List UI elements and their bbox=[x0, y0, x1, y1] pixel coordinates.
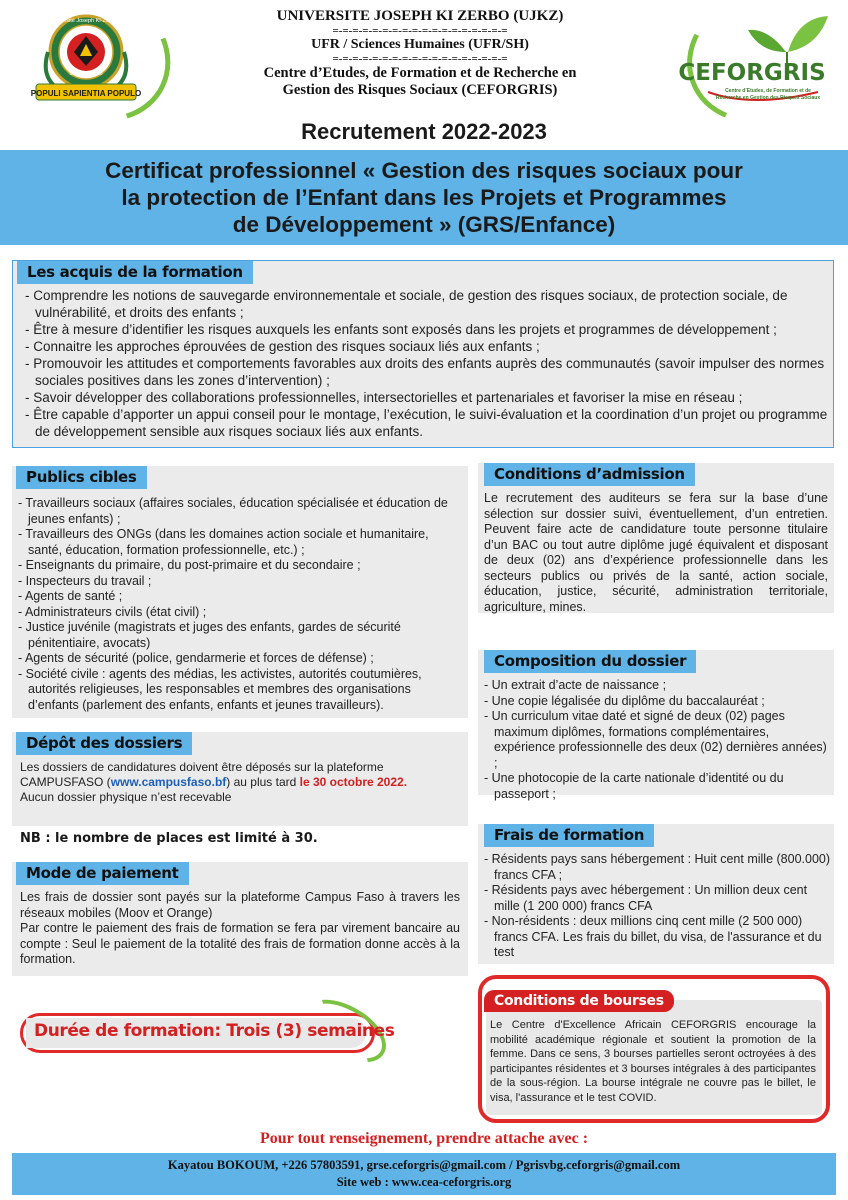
depot-section bbox=[12, 732, 468, 826]
admission-text: Le recrutement des auditeurs se fera sur la base d’une sélection sur dossier suivi, éventuellement, d’un entretien. Peuvent faire acte de candidature toute personne titulaire d’un BAC ou tout autre diplôme jugé équivalent et disposant de deux (02) ans d’expérience professionnelle dans les secteurs publics ou privés de la santé, action sociale, éducation, justice, sécurité, administration territoriale, agriculture, mines. bbox=[484, 491, 828, 614]
ujkz-country: BURKINA FASO bbox=[69, 71, 103, 76]
publics-section bbox=[12, 466, 468, 718]
contact-title: Pour tout renseignement, prendre attache avec : bbox=[259, 1130, 589, 1147]
header-separator: =-=-=-=-=-=-=-=-=-=-=-=-=-=-=-=-=-= bbox=[332, 53, 508, 65]
admission-section bbox=[478, 463, 834, 613]
publics-list bbox=[14, 496, 464, 713]
duree-text: Durée de formation: Trois (3) semaines bbox=[34, 1021, 395, 1041]
list-item: - Un curriculum vitae daté et signé de deux (02) pages maximum diplômes, formations complémentaires, expérience professionnelle des deux (02) dernières années) ; bbox=[484, 709, 827, 770]
bourses-title: Conditions de bourses bbox=[484, 990, 674, 1012]
program-title bbox=[40, 157, 808, 238]
ceforgris-logo bbox=[668, 8, 838, 112]
depot-deadline: le 30 octobre 2022. bbox=[299, 775, 408, 789]
list-item: - Inspecteurs du travail ; bbox=[18, 573, 152, 588]
program-title-line2: la protection de l’Enfant dans les Projets et Programmes bbox=[121, 185, 727, 210]
ujkz-motto: POPULI SAPIENTIA POPULO bbox=[30, 89, 142, 98]
bourses-text: Le Centre d'Excellence Africain CEFORGRIS encourage la mobilité académique régionale et soutient la promotion de la femme. Dans ce sens, 3 bourses partielles seront octroyées à des participantes résidentes et 3 bourses intégrales à des participantes de la sous-région. La bourse intégrale ne couvre pas le billet, le visa, l'assurance et le test COVID. bbox=[490, 1019, 816, 1104]
list-item: - Promouvoir les attitudes et comportements favorables aux droits des enfants auprès des communautés (savoir impulser des normes sociales positives dans les zones d’intervention) ; bbox=[25, 356, 825, 388]
acquis-title: Les acquis de la formation bbox=[17, 261, 253, 284]
list-item: - Société civile : agents des médias, les activistes, autorités coutumières, autorités religieuses, les responsables et membres des organisations d’enfants (parlement des enfants, enfants et jeunes travailleurs). bbox=[18, 666, 422, 712]
list-item: - Connaitre les approches éprouvées de gestion des risques sociaux liés aux enfants ; bbox=[25, 339, 540, 354]
list-item: - Enseignants du primaire, du post-primaire et du secondaire ; bbox=[18, 558, 361, 572]
frais-list bbox=[480, 852, 830, 961]
list-item: - Justice juvénile (magistrats et juges des enfants, gardes de sécurité pénitentiaire, avocats) bbox=[18, 620, 401, 650]
composition-list bbox=[480, 678, 830, 802]
centre-name-line2: Gestion des Risques Sociaux (CEFORGRIS) bbox=[282, 82, 558, 98]
acquis-section bbox=[12, 260, 834, 448]
list-item: - Une photocopie de la carte nationale d’identité ou du passeport ; bbox=[484, 771, 784, 801]
list-item: - Travailleurs sociaux (affaires sociales, éducation spécialisée et éducation de jeunes enfants) ; bbox=[18, 496, 448, 526]
paiement-p1: Les frais de dossier sont payés sur la plateforme Campus Faso à travers les réseaux mobiles (Moov et Orange) bbox=[20, 890, 460, 920]
ceforgris-subtitle-1: Centre d’Etudes, de Formation et de bbox=[725, 88, 811, 94]
list-item: - Administrateurs civils (état civil) ; bbox=[18, 604, 207, 619]
header-separator: =-=-=-=-=-=-=-=-=-=-=-=-=-=-=-=-=-= bbox=[332, 25, 508, 37]
acquis-list bbox=[21, 287, 829, 440]
list-item: - Agents de sécurité (police, gendarmerie et forces de défense) ; bbox=[18, 651, 374, 665]
frais-section bbox=[478, 824, 834, 964]
list-item: - Être capable d’apporter un appui conseil pour le montage, l’exécution, le suivi-évaluation et la coordination d’un projet ou programme de développement sensible aux risques sociaux liés aux enfants. bbox=[25, 407, 828, 439]
depot-note: Aucun dossier physique n’est recevable bbox=[20, 790, 232, 804]
list-item: - Une copie légalisée du diplôme du baccalauréat ; bbox=[484, 693, 765, 708]
ceforgris-wordmark: CEFORGRIS bbox=[678, 60, 826, 86]
list-item: - Comprendre les notions de sauvegarde environnementale et sociale, de gestion des risques sociaux, de protection sociale, de vulnérabilité, et droits des enfants ; bbox=[25, 288, 788, 320]
depot-title: Dépôt des dossiers bbox=[16, 732, 192, 755]
ufr-name: UFR / Sciences Humaines (UFR/SH) bbox=[311, 37, 529, 52]
paiement-text bbox=[20, 890, 460, 968]
list-item: - Travailleurs des ONGs (dans les domaines action sociale et humanitaire, santé, éducation, formation professionnelle, etc.) ; bbox=[18, 527, 429, 557]
paiement-title: Mode de paiement bbox=[16, 862, 189, 885]
ujkz-logo bbox=[30, 8, 142, 106]
list-item: - Être à mesure d’identifier les risques auxquels les enfants sont exposés dans les projets et programmes de développement ; bbox=[25, 322, 777, 337]
composition-section bbox=[478, 650, 834, 801]
publics-title: Publics cibles bbox=[16, 466, 147, 489]
admission-title: Conditions d’admission bbox=[484, 463, 695, 486]
program-title-line1: Certificat professionnel « Gestion des risques sociaux pour bbox=[105, 158, 743, 183]
list-item: - Agents de santé ; bbox=[18, 589, 123, 603]
composition-title: Composition du dossier bbox=[484, 650, 696, 673]
list-item: - Un extrait d’acte de naissance ; bbox=[484, 678, 667, 692]
paiement-section bbox=[12, 862, 468, 976]
contact-details: Kayatou BOKOUM, +226 57803591, grse.ceforgris@gmail.com / Pgrisvbg.ceforgris@gmail.com bbox=[167, 1158, 681, 1172]
ujkz-logo-name: Université Joseph KI-ZERBO bbox=[50, 18, 122, 24]
list-item: - Résidents pays sans hébergement : Huit cent mille (800.000) francs CFA ; bbox=[484, 852, 831, 882]
paiement-p2: Par contre le paiement des frais de formation se fera par virement bancaire au compte : Seul le paiement de la totalité des frais de formation donne accès à la formation. bbox=[20, 921, 460, 966]
list-item: - Savoir développer des collaborations professionnelles, intersectorielles et partenariales et favoriser la mise en réseau ; bbox=[25, 390, 743, 405]
centre-name-line1: Centre d’Etudes, de Formation et de Recherche en bbox=[263, 65, 577, 81]
list-item: - Résidents pays avec hébergement : Un million deux cent mille (1 200 000) francs CFA bbox=[484, 883, 808, 913]
program-title-line3: de Développement » (GRS/Enfance) bbox=[232, 212, 616, 237]
ceforgris-subtitle-2: Recherche en Gestion des Risques Sociaux bbox=[715, 95, 821, 101]
depot-text bbox=[20, 760, 460, 805]
list-item: - Non-résidents : deux millions cinq cent mille (2 500 000) francs CFA. Les frais du billet, du visa, de l'assurance et du test bbox=[484, 914, 822, 959]
depot-text-before: Les dossiers de candidatures doivent être déposés sur la plateforme CAMPUSFASO ( bbox=[20, 760, 384, 789]
frais-title: Frais de formation bbox=[484, 824, 654, 847]
campusfaso-link[interactable]: www.campusfaso.bf bbox=[110, 775, 227, 789]
places-limit-note: NB : le nombre de places est limité à 30. bbox=[20, 831, 318, 846]
header-institution bbox=[200, 8, 640, 99]
university-name: UNIVERSITE JOSEPH KI ZERBO (UJKZ) bbox=[276, 8, 564, 24]
recruitment-title: Recrutement 2022-2023 bbox=[301, 119, 547, 144]
depot-text-middle: ) au plus tard bbox=[226, 775, 300, 789]
website: Site web : www.cea-ceforgris.org bbox=[336, 1175, 512, 1189]
